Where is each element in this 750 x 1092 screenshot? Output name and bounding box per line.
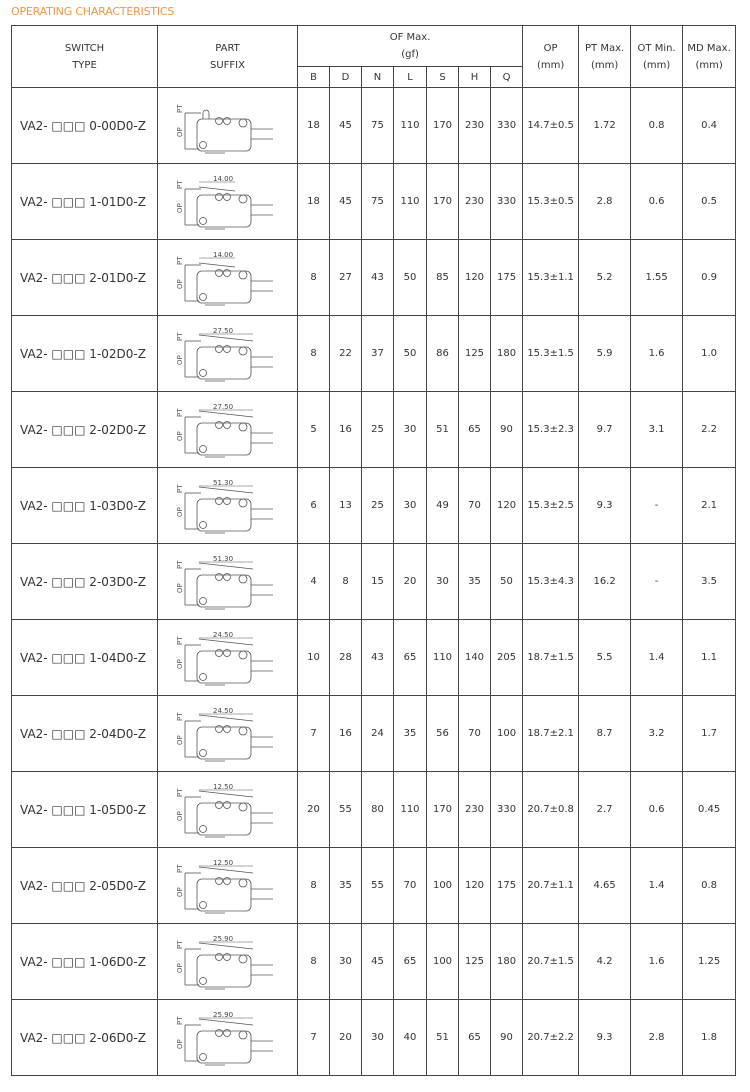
ot-min-value: 1.6 [631,316,683,392]
svg-text:OP: OP [175,734,184,745]
svg-text:PT: PT [175,484,184,493]
of-s: 51 [427,1000,459,1076]
of-b: 10 [298,620,330,696]
table-row [12,544,736,620]
header-ot-min: OT Min. (mm) [631,26,683,88]
of-l: 50 [394,316,427,392]
md-max-value: 0.5 [683,164,736,240]
svg-text:OP: OP [175,278,184,289]
of-h: 125 [459,924,491,1000]
of-h: 230 [459,164,491,240]
op-value: 15.3±2.5 [523,468,579,544]
of-s: 170 [427,772,459,848]
switch-diagram [158,772,298,848]
of-h: 140 [459,620,491,696]
svg-text:OP: OP [175,430,184,441]
of-n: 15 [362,544,394,620]
ot-min-value: - [631,544,683,620]
pt-max-value: 9.7 [579,392,631,468]
switch-diagram-icon [173,549,283,615]
pt-max-value: 8.7 [579,696,631,772]
of-b: 6 [298,468,330,544]
svg-text:PT: PT [175,636,184,645]
svg-text:14.00: 14.00 [212,174,233,183]
of-b: 8 [298,240,330,316]
of-h: 230 [459,772,491,848]
header-switch-type: SWITCH TYPE [12,26,158,88]
switch-diagram [158,164,298,240]
svg-text:PT: PT [175,408,184,417]
md-max-value: 2.1 [683,468,736,544]
of-q: 330 [491,88,523,164]
of-n: 75 [362,164,394,240]
ot-min-value: 1.4 [631,620,683,696]
switch-diagram-icon [173,853,283,919]
of-b: 20 [298,772,330,848]
of-l: 65 [394,620,427,696]
md-max-value: 2.2 [683,392,736,468]
ot-min-value: 3.2 [631,696,683,772]
op-value: 15.3±1.1 [523,240,579,316]
svg-text:OP: OP [175,506,184,517]
op-value: 20.7±2.2 [523,1000,579,1076]
of-n: 24 [362,696,394,772]
ot-min-value: 1.4 [631,848,683,924]
switch-diagram [158,392,298,468]
pt-max-value: 9.3 [579,1000,631,1076]
switch-type: VA2- □□□ 1-05D0-Z [12,772,158,848]
of-n: 30 [362,1000,394,1076]
svg-text:27.50: 27.50 [212,326,233,335]
of-l: 110 [394,772,427,848]
header-md-max: MD Max. (mm) [683,26,736,88]
of-d: 8 [330,544,362,620]
table-row [12,88,736,164]
of-d: 22 [330,316,362,392]
pt-max-value: 5.2 [579,240,631,316]
of-h: 125 [459,316,491,392]
of-l: 30 [394,392,427,468]
switch-diagram [158,924,298,1000]
op-value: 15.3±1.5 [523,316,579,392]
of-b: 5 [298,392,330,468]
svg-text:OP: OP [175,962,184,973]
of-s: 100 [427,848,459,924]
op-value: 20.7±1.5 [523,924,579,1000]
svg-text:OP: OP [175,354,184,365]
table-row [12,620,736,696]
header-of-d: D [330,67,362,88]
section-title: OPERATING CHARACTERISTICS [11,5,175,18]
svg-text:51.30: 51.30 [212,478,233,487]
switch-diagram [158,88,298,164]
switch-diagram-icon [173,1005,283,1071]
of-q: 175 [491,240,523,316]
op-value: 15.3±4.3 [523,544,579,620]
of-d: 16 [330,392,362,468]
md-max-value: 3.5 [683,544,736,620]
switch-diagram [158,1000,298,1076]
svg-text:PT: PT [175,104,184,113]
ot-min-value: 0.8 [631,88,683,164]
switch-diagram-icon [173,777,283,843]
op-value: 18.7±1.5 [523,620,579,696]
of-d: 45 [330,164,362,240]
of-n: 43 [362,620,394,696]
of-q: 120 [491,468,523,544]
of-b: 18 [298,88,330,164]
header-of-s: S [427,67,459,88]
of-q: 50 [491,544,523,620]
of-q: 330 [491,164,523,240]
switch-type: VA2- □□□ 2-06D0-Z [12,1000,158,1076]
of-b: 8 [298,924,330,1000]
of-b: 18 [298,164,330,240]
table-row [12,696,736,772]
svg-text:PT: PT [175,712,184,721]
header-of-max: OF Max. (gf) [298,26,523,67]
of-l: 50 [394,240,427,316]
md-max-value: 1.8 [683,1000,736,1076]
of-q: 100 [491,696,523,772]
svg-text:OP: OP [175,582,184,593]
op-value: 15.3±0.5 [523,164,579,240]
svg-text:PT: PT [175,788,184,797]
svg-text:14.00: 14.00 [212,250,233,259]
switch-diagram [158,316,298,392]
of-h: 120 [459,240,491,316]
switch-diagram [158,468,298,544]
of-n: 75 [362,88,394,164]
of-l: 110 [394,88,427,164]
of-d: 35 [330,848,362,924]
table-row [12,316,736,392]
of-q: 175 [491,848,523,924]
header-part-suffix: PART SUFFIX [158,26,298,88]
switch-type: VA2- □□□ 2-04D0-Z [12,696,158,772]
header-of-b: B [298,67,330,88]
svg-text:OP: OP [175,886,184,897]
of-l: 35 [394,696,427,772]
switch-type: VA2- □□□ 1-02D0-Z [12,316,158,392]
of-n: 37 [362,316,394,392]
of-s: 100 [427,924,459,1000]
md-max-value: 0.8 [683,848,736,924]
of-s: 170 [427,88,459,164]
switch-type: VA2- □□□ 1-04D0-Z [12,620,158,696]
of-l: 20 [394,544,427,620]
pt-max-value: 5.5 [579,620,631,696]
md-max-value: 1.1 [683,620,736,696]
switch-type: VA2- □□□ 0-00D0-Z [12,88,158,164]
switch-diagram-icon [173,929,283,995]
of-q: 180 [491,924,523,1000]
ot-min-value: 0.6 [631,164,683,240]
switch-diagram-icon [173,625,283,691]
of-s: 85 [427,240,459,316]
switch-diagram [158,696,298,772]
svg-text:PT: PT [175,180,184,189]
of-q: 205 [491,620,523,696]
ot-min-value: 1.6 [631,924,683,1000]
svg-text:PT: PT [175,1016,184,1025]
svg-text:OP: OP [175,810,184,821]
ot-min-value: 2.8 [631,1000,683,1076]
svg-text:OP: OP [175,658,184,669]
switch-diagram [158,544,298,620]
md-max-value: 1.25 [683,924,736,1000]
svg-text:25.90: 25.90 [212,934,233,943]
of-d: 28 [330,620,362,696]
table-row [12,848,736,924]
svg-text:OP: OP [175,202,184,213]
switch-diagram-icon [173,397,283,463]
md-max-value: 1.0 [683,316,736,392]
op-value: 18.7±2.1 [523,696,579,772]
of-s: 170 [427,164,459,240]
of-n: 25 [362,468,394,544]
svg-text:12.50: 12.50 [212,782,233,791]
of-h: 120 [459,848,491,924]
md-max-value: 0.9 [683,240,736,316]
ot-min-value: 1.55 [631,240,683,316]
of-d: 13 [330,468,362,544]
of-l: 30 [394,468,427,544]
op-value: 15.3±2.3 [523,392,579,468]
of-n: 55 [362,848,394,924]
of-d: 55 [330,772,362,848]
svg-text:PT: PT [175,256,184,265]
header-op: OP (mm) [523,26,579,88]
svg-text:OP: OP [175,126,184,137]
md-max-value: 0.45 [683,772,736,848]
switch-diagram-icon [173,93,283,159]
of-d: 30 [330,924,362,1000]
svg-text:27.50: 27.50 [212,402,233,411]
pt-max-value: 4.2 [579,924,631,1000]
table-row [12,392,736,468]
of-b: 7 [298,1000,330,1076]
of-n: 80 [362,772,394,848]
switch-type: VA2- □□□ 1-06D0-Z [12,924,158,1000]
table-row [12,772,736,848]
of-h: 65 [459,1000,491,1076]
of-b: 4 [298,544,330,620]
of-s: 56 [427,696,459,772]
ot-min-value: 3.1 [631,392,683,468]
of-h: 70 [459,696,491,772]
switch-diagram-icon [173,245,283,311]
op-value: 20.7±0.8 [523,772,579,848]
table-row [12,924,736,1000]
switch-diagram-icon [173,473,283,539]
header-of-l: L [394,67,427,88]
of-h: 70 [459,468,491,544]
of-h: 35 [459,544,491,620]
of-b: 8 [298,848,330,924]
md-max-value: 0.4 [683,88,736,164]
of-n: 43 [362,240,394,316]
switch-type: VA2- □□□ 1-01D0-Z [12,164,158,240]
of-s: 30 [427,544,459,620]
svg-text:51.30: 51.30 [212,554,233,563]
switch-diagram-icon [173,701,283,767]
of-l: 40 [394,1000,427,1076]
of-q: 180 [491,316,523,392]
svg-text:24.50: 24.50 [212,630,233,639]
of-h: 65 [459,392,491,468]
svg-text:12.50: 12.50 [212,858,233,867]
svg-text:PT: PT [175,560,184,569]
of-d: 16 [330,696,362,772]
switch-type: VA2- □□□ 2-01D0-Z [12,240,158,316]
table-row [12,1000,736,1076]
svg-text:PT: PT [175,332,184,341]
header-of-h: H [459,67,491,88]
switch-type: VA2- □□□ 2-03D0-Z [12,544,158,620]
table-row [12,240,736,316]
pt-max-value: 16.2 [579,544,631,620]
svg-text:24.50: 24.50 [212,706,233,715]
svg-text:PT: PT [175,940,184,949]
svg-text:25.90: 25.90 [212,1010,233,1019]
switch-diagram [158,620,298,696]
switch-type: VA2- □□□ 1-03D0-Z [12,468,158,544]
of-l: 65 [394,924,427,1000]
svg-text:OP: OP [175,1038,184,1049]
of-q: 90 [491,1000,523,1076]
table-row [12,468,736,544]
switch-type: VA2- □□□ 2-05D0-Z [12,848,158,924]
of-s: 110 [427,620,459,696]
of-n: 25 [362,392,394,468]
of-l: 110 [394,164,427,240]
of-d: 20 [330,1000,362,1076]
pt-max-value: 4.65 [579,848,631,924]
pt-max-value: 2.8 [579,164,631,240]
of-b: 8 [298,316,330,392]
of-q: 330 [491,772,523,848]
of-d: 45 [330,88,362,164]
of-l: 70 [394,848,427,924]
ot-min-value: 0.6 [631,772,683,848]
switch-diagram [158,240,298,316]
of-h: 230 [459,88,491,164]
header-of-q: Q [491,67,523,88]
of-d: 27 [330,240,362,316]
pt-max-value: 5.9 [579,316,631,392]
of-s: 51 [427,392,459,468]
operating-characteristics-table [11,25,736,1076]
of-s: 86 [427,316,459,392]
switch-diagram [158,848,298,924]
op-value: 14.7±0.5 [523,88,579,164]
of-q: 90 [491,392,523,468]
pt-max-value: 9.3 [579,468,631,544]
pt-max-value: 1.72 [579,88,631,164]
of-b: 7 [298,696,330,772]
header-pt-max: PT Max. (mm) [579,26,631,88]
of-n: 45 [362,924,394,1000]
md-max-value: 1.7 [683,696,736,772]
switch-type: VA2- □□□ 2-02D0-Z [12,392,158,468]
table-row [12,164,736,240]
header-of-n: N [362,67,394,88]
ot-min-value: - [631,468,683,544]
op-value: 20.7±1.1 [523,848,579,924]
of-s: 49 [427,468,459,544]
switch-diagram-icon [173,321,283,387]
switch-diagram-icon [173,169,283,235]
pt-max-value: 2.7 [579,772,631,848]
svg-text:PT: PT [175,864,184,873]
